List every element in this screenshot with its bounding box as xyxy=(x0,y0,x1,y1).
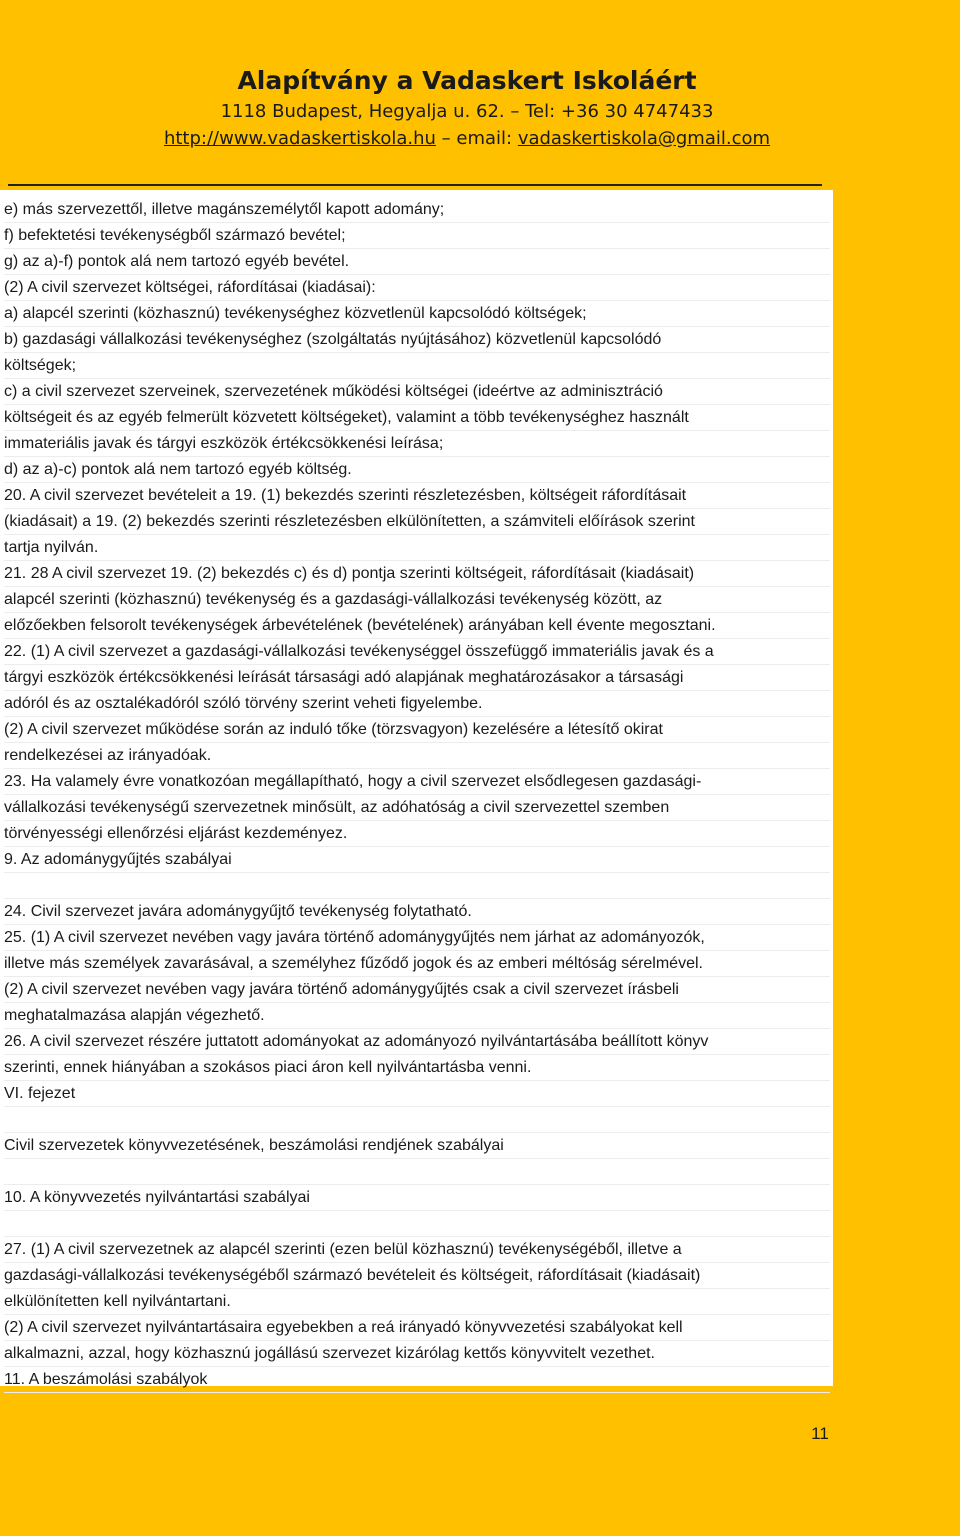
text-line: (2) A civil szervezet nevében vagy javára történő adománygyűjtés csak a civil szervezet írásbeli xyxy=(4,978,830,1003)
text-line: meghatalmazása alapján végezhető. xyxy=(4,1004,830,1029)
text-line: 27. (1) A civil szervezetnek az alapcél szerinti (ezen belül közhasznú) tevékenységéből, illetve a xyxy=(4,1238,830,1263)
letterhead xyxy=(0,64,934,152)
text-line: adóról és az osztalékadóról szóló törvény szerint veheti figyelembe. xyxy=(4,692,830,717)
text-line: immateriális javak és tárgyi eszközök értékcsökkenési leírása; xyxy=(4,432,830,457)
text-line xyxy=(4,1108,830,1133)
organization-title: Alapítvány a Vadaskert Iskoláért xyxy=(237,66,697,95)
page-number: 11 xyxy=(811,1424,829,1443)
text-line: e) más szervezettől, illetve magánszemélytől kapott adomány; xyxy=(4,198,830,223)
separator-dash: – xyxy=(510,101,520,122)
text-line: költségek; xyxy=(4,354,830,379)
text-line: tartja nyilván. xyxy=(4,536,830,561)
text-line: elkülönítetten kell nyilvántartani. xyxy=(4,1290,830,1315)
text-line: alapcél szerinti (közhasznú) tevékenység és a gazdasági-vállalkozási tevékenység között, az xyxy=(4,588,830,613)
text-line: g) az a)-f) pontok alá nem tartozó egyéb bevétel. xyxy=(4,250,830,275)
text-line: 23. Ha valamely évre vonatkozóan megállapítható, hogy a civil szervezet elsődlegesen gazdasági- xyxy=(4,770,830,795)
text-line: 9. Az adománygyűjtés szabályai xyxy=(4,848,830,873)
text-line: rendelkezései az irányadóak. xyxy=(4,744,830,769)
text-line: gazdasági-vállalkozási tevékenységéből származó bevételeit és költségeit, ráfordításait (kiadásait) xyxy=(4,1264,830,1289)
phone-number: Tel: +36 30 4747433 xyxy=(525,101,714,122)
text-line: 26. A civil szervezet részére juttatott adományokat az adományozó nyilvántartásába beállított könyv xyxy=(4,1030,830,1055)
text-line: f) befektetési tevékenységből származó bevétel; xyxy=(4,224,830,249)
text-line: (2) A civil szervezet nyilvántartásaira egyebekben a reá irányadó könyvvezetési szabályokat kell xyxy=(4,1316,830,1341)
text-line: c) a civil szervezet szerveinek, szervezetének működési költségei (ideértve az adminisztráció xyxy=(4,380,830,405)
text-line: 10. A könyvvezetés nyilvántartási szabályai xyxy=(4,1186,830,1211)
text-line: 25. (1) A civil szervezet nevében vagy javára történő adománygyűjtés nem járhat az adományozók, xyxy=(4,926,830,951)
text-line xyxy=(4,1160,830,1185)
text-line: szerinti, ennek hiányában a szokásos piaci áron kell nyilvántartásba venni. xyxy=(4,1056,830,1081)
text-line: 21. 28 A civil szervezet 19. (2) bekezdés c) és d) pontja szerinti költségeit, ráfordításait (kiadásait) xyxy=(4,562,830,587)
text-line: a) alapcél szerinti (közhasznú) tevékenységhez közvetlenül kapcsolódó költségek; xyxy=(4,302,830,327)
text-line: (kiadásait) a 19. (2) bekezdés szerinti részletezésben elkülönítetten, a számviteli előírások szerint xyxy=(4,510,830,535)
separator-dash: – xyxy=(441,128,451,149)
text-line: tárgyi eszközök értékcsökkenési leírását társasági adó alapjának meghatározásakor a társasági xyxy=(4,666,830,691)
contact-web-line xyxy=(0,126,934,152)
text-line: 11. A beszámolási szabályok xyxy=(4,1368,830,1393)
document-body xyxy=(0,190,833,1386)
text-line xyxy=(4,1212,830,1237)
text-line: VI. fejezet xyxy=(4,1082,830,1107)
text-line: Civil szervezetek könyvvezetésének, beszámolási rendjének szabályai xyxy=(4,1134,830,1159)
address: 1118 Budapest, Hegyalja u. 62. xyxy=(220,101,505,122)
text-line: illetve más személyek zavarásával, a személyhez fűződő jogok és az emberi méltóság sérelmével. xyxy=(4,952,830,977)
email-link[interactable]: vadaskertiskola@gmail.com xyxy=(517,128,771,149)
text-line: előzőekben felsorolt tevékenységek árbevételének (bevételének) arányában kell évente megosztani. xyxy=(4,614,830,639)
email-label: email: xyxy=(456,128,513,149)
text-line: vállalkozási tevékenységű szervezetnek minősült, az adóhatóság a civil szervezettel szemben xyxy=(4,796,830,821)
text-line: alkalmazni, azzal, hogy közhasznú jogállású szervezet kizárólag kettős könyvvitelt vezethet. xyxy=(4,1342,830,1367)
website-link[interactable]: http://www.vadaskertiskola.hu xyxy=(163,128,436,149)
text-line: 20. A civil szervezet bevételeit a 19. (1) bekezdés szerinti részletezésben, költségeit ráfordításait xyxy=(4,484,830,509)
text-line: b) gazdasági vállalkozási tevékenységhez (szolgáltatás nyújtásához) közvetlenül kapcsolódó xyxy=(4,328,830,353)
text-line: költségeit és az egyéb felmerült közvetett költségeket), valamint a több tevékenységhez használt xyxy=(4,406,830,431)
text-line: törvényességi ellenőrzési eljárást kezdeményez. xyxy=(4,822,830,847)
text-line: (2) A civil szervezet működése során az induló tőke (törzsvagyon) kezelésére a létesítő okirat xyxy=(4,718,830,743)
text-line: 24. Civil szervezet javára adománygyűjtő tevékenység folytatható. xyxy=(4,900,830,925)
header-divider xyxy=(8,184,822,186)
contact-address-line xyxy=(0,98,934,126)
text-line: d) az a)-c) pontok alá nem tartozó egyéb költség. xyxy=(4,458,830,483)
text-line: (2) A civil szervezet költségei, ráfordításai (kiadásai): xyxy=(4,276,830,301)
text-line xyxy=(4,874,830,899)
text-line: 22. (1) A civil szervezet a gazdasági-vállalkozási tevékenységgel összefüggő immateriális javak és a xyxy=(4,640,830,665)
